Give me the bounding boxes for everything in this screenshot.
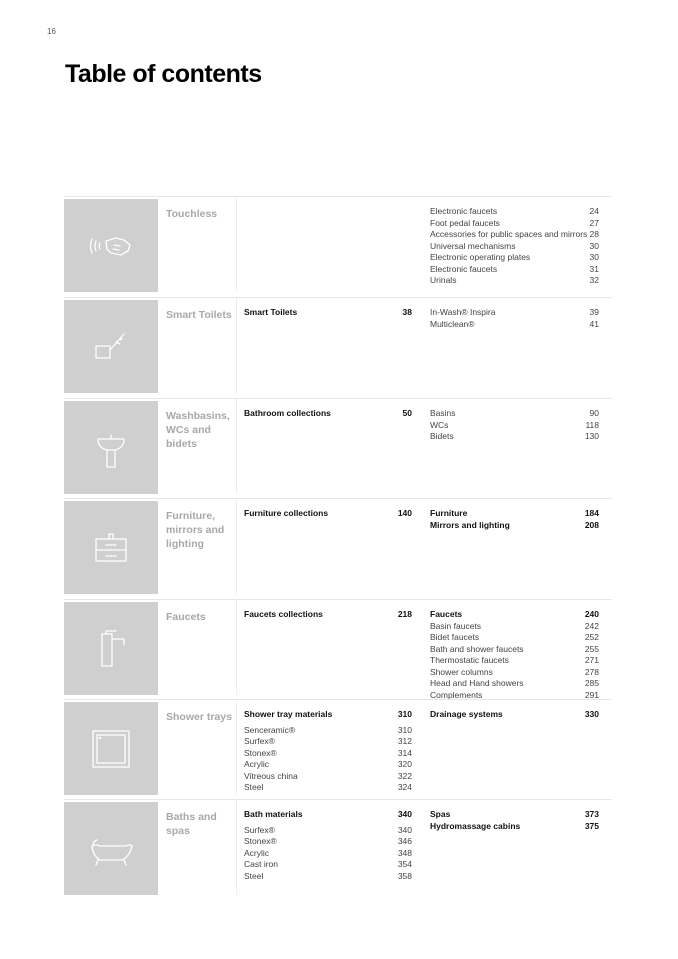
toc-entry-label: Steel (244, 870, 264, 881)
toc-entry-label: Universal mechanisms (430, 240, 516, 251)
toc-entry-page: 31 (589, 263, 599, 274)
toc-entry-label: Shower columns (430, 666, 493, 677)
toc-entry-page: 252 (584, 632, 599, 642)
toc-entry-label: Thermostatic faucets (430, 655, 509, 665)
toc-entry-label: Smart Toilets (244, 307, 298, 317)
toc-entry-page: 340 (397, 824, 412, 835)
toc-entry (244, 859, 412, 871)
products-column (430, 206, 599, 287)
toc-section (64, 196, 612, 292)
toc-entry-label: Acrylic (244, 847, 270, 858)
toc-section (64, 699, 612, 795)
toc-entry-label: Acrylic (244, 759, 270, 769)
toc-entry-page: 130 (584, 431, 599, 441)
products-column (430, 408, 599, 443)
washbasin-icon (64, 401, 158, 494)
toc-entry-label: Bidets (430, 431, 454, 441)
toc-entry (430, 229, 599, 241)
touchless-hand-icon (64, 199, 158, 292)
column-divider (236, 600, 237, 695)
toc-entry-page: 320 (397, 759, 412, 769)
collections-column (244, 609, 412, 621)
toc-entry-label: Faucets (430, 609, 463, 619)
toc-entry-page: 255 (584, 643, 599, 654)
toc-entry-page: 41 (589, 318, 599, 329)
toc-entry (430, 632, 599, 644)
toc-entry-label: Foot pedal faucets (430, 217, 500, 228)
toc-entry-page: 24 (589, 206, 599, 216)
toc-entry (244, 871, 412, 883)
section-title: Faucets (166, 611, 206, 623)
toc-entry-page: 28 (589, 229, 599, 239)
toc-entry-page: 271 (584, 655, 599, 665)
toc-entry-page: 310 (397, 724, 412, 735)
toc-section (64, 297, 612, 393)
toc-entry-label: Complements (430, 689, 483, 700)
section-title: Smart Toilets (166, 309, 232, 321)
toc-section (64, 599, 612, 700)
collections-column (244, 307, 412, 319)
toc-entry-page: 354 (397, 859, 412, 869)
toc-entry (430, 644, 599, 656)
products-column (430, 809, 599, 832)
toc-entry-label: Stonex® (244, 836, 277, 846)
toc-entry-label: Accessories for public spaces and mirrors (430, 229, 588, 239)
toc-entry-page: 118 (585, 419, 599, 430)
toc-entry (244, 782, 412, 794)
column-divider (236, 399, 237, 494)
toc-entry-page: 340 (397, 809, 412, 819)
toc-entry-label: Spas (430, 809, 451, 819)
toc-entry-page: 291 (584, 689, 599, 700)
collections-column (244, 809, 412, 882)
toc-entry-label: WCs (430, 419, 449, 430)
toc-entry-page: 324 (397, 782, 412, 792)
toc-entry-page: 32 (589, 275, 599, 285)
column-divider (236, 800, 237, 895)
toc-entry (430, 319, 599, 331)
section-title: Touchless (166, 208, 218, 220)
toc-entry-label: Drainage systems (430, 709, 503, 719)
toc-entry (430, 821, 599, 833)
page-number: 16 (47, 27, 56, 36)
toc-entry-label: Bath materials (244, 809, 303, 819)
section-title: Washbasins, WCs and bidets (166, 410, 230, 450)
toc-entry-page: 278 (584, 666, 599, 677)
smart-toilet-icon (64, 300, 158, 393)
toc-entry (244, 725, 412, 737)
toc-entry-label: Bath and shower faucets (430, 643, 524, 654)
toc-section (64, 799, 612, 895)
toc-entry (430, 206, 599, 218)
toc-entry (244, 809, 412, 821)
shower-tray-icon (64, 702, 158, 795)
column-divider (236, 499, 237, 594)
toc-entry (244, 709, 412, 721)
toc-entry-page: 242 (584, 620, 599, 631)
products-column (430, 508, 599, 531)
toc-entry (244, 609, 412, 621)
toc-entry-label: Vitreous china (244, 770, 298, 781)
toc-entry-page: 50 (402, 408, 412, 418)
toc-entry-page: 348 (397, 847, 412, 858)
toc-entry-label: Surfex® (244, 736, 275, 746)
toc-entry (430, 809, 599, 821)
toc-entry-page: 140 (397, 508, 412, 518)
toc-entry-label: Electronic faucets (430, 206, 498, 216)
toc-entry (244, 748, 412, 760)
toc-entry (430, 431, 599, 443)
products-column (430, 709, 599, 721)
toc-entry (244, 848, 412, 860)
collections-column (244, 709, 412, 794)
toc-entry (430, 420, 599, 432)
toc-entry (430, 218, 599, 230)
toc-entry-page: 184 (584, 508, 599, 518)
toc-entry (244, 825, 412, 837)
toc-entry (244, 307, 412, 319)
toc-entry (430, 678, 599, 690)
toc-entry-page: 314 (397, 747, 412, 758)
toc-entry-page: 373 (584, 809, 599, 819)
toc-entry-label: Stonex® (244, 747, 277, 758)
toc-entry-page: 375 (584, 820, 599, 831)
toc-entry-label: Hydromassage cabins (430, 820, 521, 831)
toc-entry (244, 759, 412, 771)
toc-entry-label: Surfex® (244, 824, 275, 835)
toc-entry-page: 312 (397, 736, 412, 746)
toc-entry-label: Furniture (430, 508, 468, 518)
toc-entry-page: 240 (584, 609, 599, 619)
toc-entry-page: 346 (397, 836, 412, 846)
toc-entry-page: 322 (397, 770, 412, 781)
toc-entry-page: 38 (402, 307, 412, 317)
toc-entry-label: Electronic faucets (430, 263, 498, 274)
section-title: Shower trays (166, 711, 232, 723)
toc-entry-label: Senceramic® (244, 724, 296, 735)
toc-entry (244, 771, 412, 783)
toc-entry (244, 836, 412, 848)
toc-entry-page: 30 (589, 252, 599, 262)
toc-entry-page: 310 (397, 709, 412, 719)
toc-entry-page: 285 (584, 678, 599, 688)
toc-entry-page: 39 (589, 307, 599, 317)
toc-entry-label: Faucets collections (244, 609, 323, 619)
toc-entry-label: Head and Hand showers (430, 678, 524, 688)
toc-entry (430, 508, 599, 520)
section-title: Furniture, mirrors and lighting (166, 510, 225, 550)
toc-entry (244, 408, 412, 420)
toc-entry (430, 264, 599, 276)
toc-entry (430, 275, 599, 287)
toc-entry-page: 218 (397, 609, 412, 619)
toc-entry-label: In-Wash® Inspira (430, 307, 496, 317)
toc-entry-label: Bidet faucets (430, 632, 480, 642)
products-column (430, 307, 599, 330)
toc-entry-label: Bathroom collections (244, 408, 331, 418)
toc-entry-label: Electronic operating plates (430, 252, 531, 262)
furniture-icon (64, 501, 158, 594)
toc-entry-page: 208 (584, 519, 599, 530)
toc-entry-label: Furniture collections (244, 508, 329, 518)
bathtub-icon (64, 802, 158, 895)
collections-column (244, 408, 412, 420)
toc-entry-page: 27 (589, 217, 599, 228)
faucet-icon (64, 602, 158, 695)
column-divider (236, 700, 237, 795)
column-divider (236, 197, 237, 292)
toc-entry-page: 90 (589, 408, 599, 418)
toc-entry-label: Multiclean® (430, 318, 475, 329)
toc-entry-label: Mirrors and lighting (430, 519, 510, 530)
toc-entry (430, 609, 599, 621)
toc-section (64, 398, 612, 494)
toc-entry-page: 30 (589, 240, 599, 251)
toc-entry-label: Shower tray materials (244, 709, 333, 719)
toc-entry (430, 252, 599, 264)
toc-entry-label: Basin faucets (430, 620, 482, 631)
toc-entry-label: Basins (430, 408, 456, 418)
toc-entry (430, 655, 599, 667)
toc-entry (244, 736, 412, 748)
products-column (430, 609, 599, 701)
column-divider (236, 298, 237, 393)
toc-entry (430, 408, 599, 420)
toc-entry-label: Urinals (430, 275, 457, 285)
collections-column (244, 508, 412, 520)
page-title: Table of contents (65, 60, 262, 88)
toc-entry-page: 358 (397, 870, 412, 881)
toc-entry (244, 508, 412, 520)
toc-entry (430, 709, 599, 721)
toc-entry (430, 520, 599, 532)
toc-section (64, 498, 612, 594)
toc-entry-label: Steel (244, 782, 264, 792)
toc-entry-page: 330 (584, 709, 599, 719)
toc-entry (430, 241, 599, 253)
toc-entry (430, 667, 599, 679)
toc-entry-label: Cast iron (244, 859, 279, 869)
toc-entry (430, 307, 599, 319)
toc-entry (430, 621, 599, 633)
section-title: Baths and spas (166, 811, 217, 837)
